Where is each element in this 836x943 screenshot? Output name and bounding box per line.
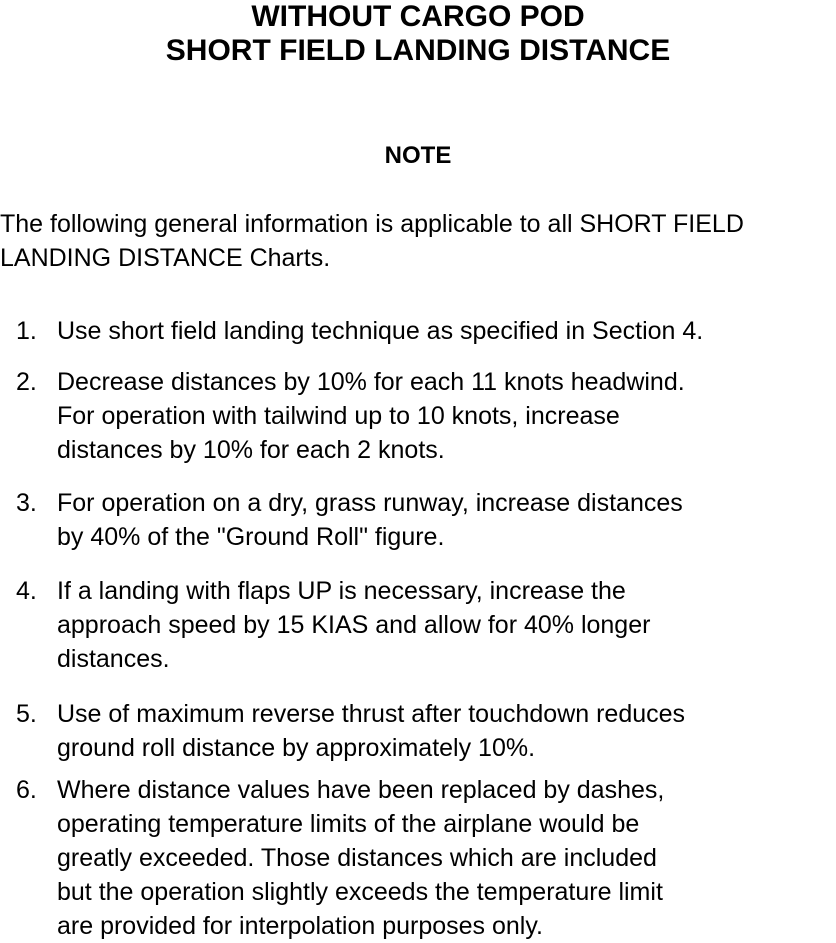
list-item-number: 1. [16,317,37,345]
list-item-number: 5. [16,700,37,728]
list-item-number: 3. [16,489,37,517]
list-item-line: are provided for interpolation purposes only. [57,912,543,940]
list-item-line: but the operation slightly exceeds the temperature limit [57,878,663,906]
list-item-text [57,574,650,676]
list-item-number: 6. [16,776,37,804]
list-item-line: greatly exceeded. Those distances which are included [57,844,657,872]
list-item-line: If a landing with flaps UP is necessary, increase the [57,577,626,605]
intro-line-2: LANDING DISTANCE Charts. [0,244,331,272]
list-item-text [57,365,685,467]
list-item-line: distances by 10% for each 2 knots. [57,436,445,464]
list-item-line: For operation with tailwind up to 10 knots, increase [57,402,620,430]
list-item-text [57,314,703,348]
list-item-line: operating temperature limits of the airplane would be [57,810,640,838]
list-item-text [57,773,664,943]
list-item-line: Decrease distances by 10% for each 11 knots headwind. [57,368,685,396]
list-item-line: Use of maximum reverse thrust after touchdown reduces [57,700,686,728]
note-heading: NOTE [384,142,452,169]
list-item-line: by 40% of the "Ground Roll" figure. [57,523,445,551]
document-title-line-1: WITHOUT CARGO POD [251,0,585,33]
list-item-line: For operation on a dry, grass runway, increase distances [57,489,683,517]
list-item-text [57,486,683,554]
document-title-line-2: SHORT FIELD LANDING DISTANCE [165,34,671,67]
list-item-line: approach speed by 15 KIAS and allow for 40% longer [57,611,651,639]
list-item-number: 2. [16,368,37,396]
intro-line-1: The following general information is applicable to all SHORT FIELD [0,210,744,238]
list-item-number: 4. [16,577,37,605]
list-item-line: distances. [57,645,170,673]
list-item-line: ground roll distance by approximately 10%. [57,734,536,762]
list-item-line: Where distance values have been replaced by dashes, [57,776,665,804]
list-item-text [57,697,685,765]
list-item-line: Use short field landing technique as specified in Section 4. [57,317,704,345]
intro-paragraph [0,207,744,275]
